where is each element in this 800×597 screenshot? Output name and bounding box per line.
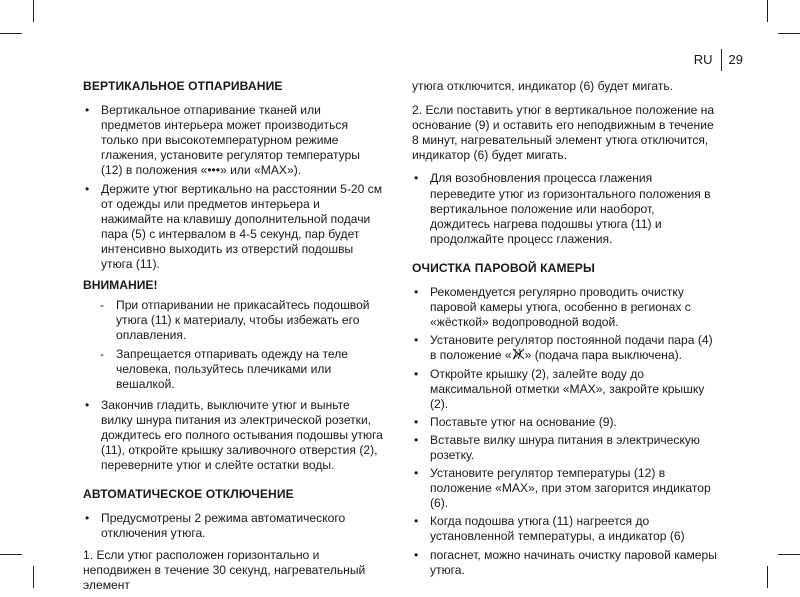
list-item: - При отпаривании не прикасайтесь подошвой утюга (11) к материалу, чтобы избежать его оплавления. [83, 298, 383, 343]
list-item: • Держите утюг вертикально на расстоянии 5-20 см от одежды или предметов интерьера и нажимайте на клавишу дополнительной подачи пара (5) с интервалом в 4-5 секунд, пар будет интенсивно выходить из отверстий подошвы утюга (11). [83, 182, 383, 273]
crop-mark [767, 566, 768, 588]
crop-mark [33, 566, 34, 588]
crop-mark [0, 554, 22, 555]
list-item: • Для возобновления процесса глажения переведите утюг из горизонтального положения в вертикальное положение или наоборот, дождитесь нагрева подошвы утюга (11) и продолжайте процесс глажения. [412, 171, 717, 246]
cleaning-list [412, 285, 717, 578]
paragraph: утюга отключится, индикатор (6) будет мигать. [412, 79, 674, 93]
resume-list [412, 171, 717, 246]
section-title-auto-off: АВТОМАТИЧЕСКОЕ ОТКЛЮЧЕНИЕ [83, 487, 294, 502]
list-item: • Закончив гладить, выключите утюг и выньте вилку шнура питания из электрической розетки, дождитесь его полного остывания подошвы утюга (11), откройте крышку заливочного отверстия (2), переверните утюг и слейте остатки воды. [83, 398, 383, 473]
language-code: RU [693, 52, 713, 68]
left-column [83, 79, 383, 597]
list-item: • Установите регулятор температуры (12) в положение «МАХ», при этом загорится индикатор (6). [412, 466, 717, 511]
warning-title: ВНИМАНИЕ! [83, 278, 158, 293]
crop-mark [778, 554, 800, 555]
list-item: • Вставьте вилку шнура питания в электрическую розетку. [412, 433, 717, 463]
paragraph: 2. Если поставить утюг в вертикальное положение на основание (9) и оставить его неподвижным в течение 8 минут, нагревательный элемент утюга отключится, индикатор (6) будет мигать. [412, 103, 715, 163]
list-item [412, 333, 717, 363]
list-item: • Вертикальное отпаривание тканей или предметов интерьера может производиться только при высокотемпературном режиме глажения, установите регулятор температуры (12) в положения «•••» или «МАХ»). [83, 103, 383, 178]
vertical-steam-list [83, 103, 383, 272]
paragraph: 1. Если утюг расположен горизонтально и неподвижен в течение 30 секунд, нагревательный элемент [83, 547, 366, 592]
list-item: • Откройте крышку (2), залейте воду до максимальной отметки «MAX», закройте крышку (2). [412, 367, 717, 412]
list-item-text: Установите регулятор постоянной подачи пара (4) в положение « [430, 333, 713, 363]
list-item: - Запрещается отпаривать одежду на теле человека, пользуйтесь плечиками или вешалкой. [83, 347, 383, 392]
list-item: • Предусмотрены 2 режима автоматического отключения утюга. [83, 511, 383, 541]
steam-off-icon [512, 348, 525, 360]
list-item-text: » (подача пара выключена). [524, 348, 682, 363]
page-number: 29 [728, 52, 743, 68]
crop-mark [767, 0, 768, 22]
section-title-steam-chamber-cleaning: ОЧИСТКА ПАРОВОЙ КАМЕРЫ [412, 260, 595, 275]
section-title-vertical-steam: ВЕРТИКАЛЬНОЕ ОТПАРИВАНИЕ [83, 79, 283, 93]
header-divider [721, 49, 722, 71]
crop-mark [0, 33, 22, 34]
right-column [412, 79, 717, 584]
page-header [694, 49, 743, 71]
list-item: • погаснет, можно начинать очистку паровой камеры утюга. [412, 548, 717, 578]
list-item: • Поставьте утюг на основание (9). [412, 415, 717, 430]
auto-off-list [83, 511, 383, 541]
crop-mark [33, 0, 34, 22]
crop-mark [778, 33, 800, 34]
warning-list [83, 298, 383, 392]
list-item: • Когда подошва утюга (11) нагреется до установленной температуры, а индикатор (6) [412, 514, 717, 544]
list-item: • Рекомендуется регулярно проводить очистку паровой камеры утюга, особенно в регионах с «жёсткой» водопроводной водой. [412, 285, 717, 330]
finish-list [83, 398, 383, 473]
